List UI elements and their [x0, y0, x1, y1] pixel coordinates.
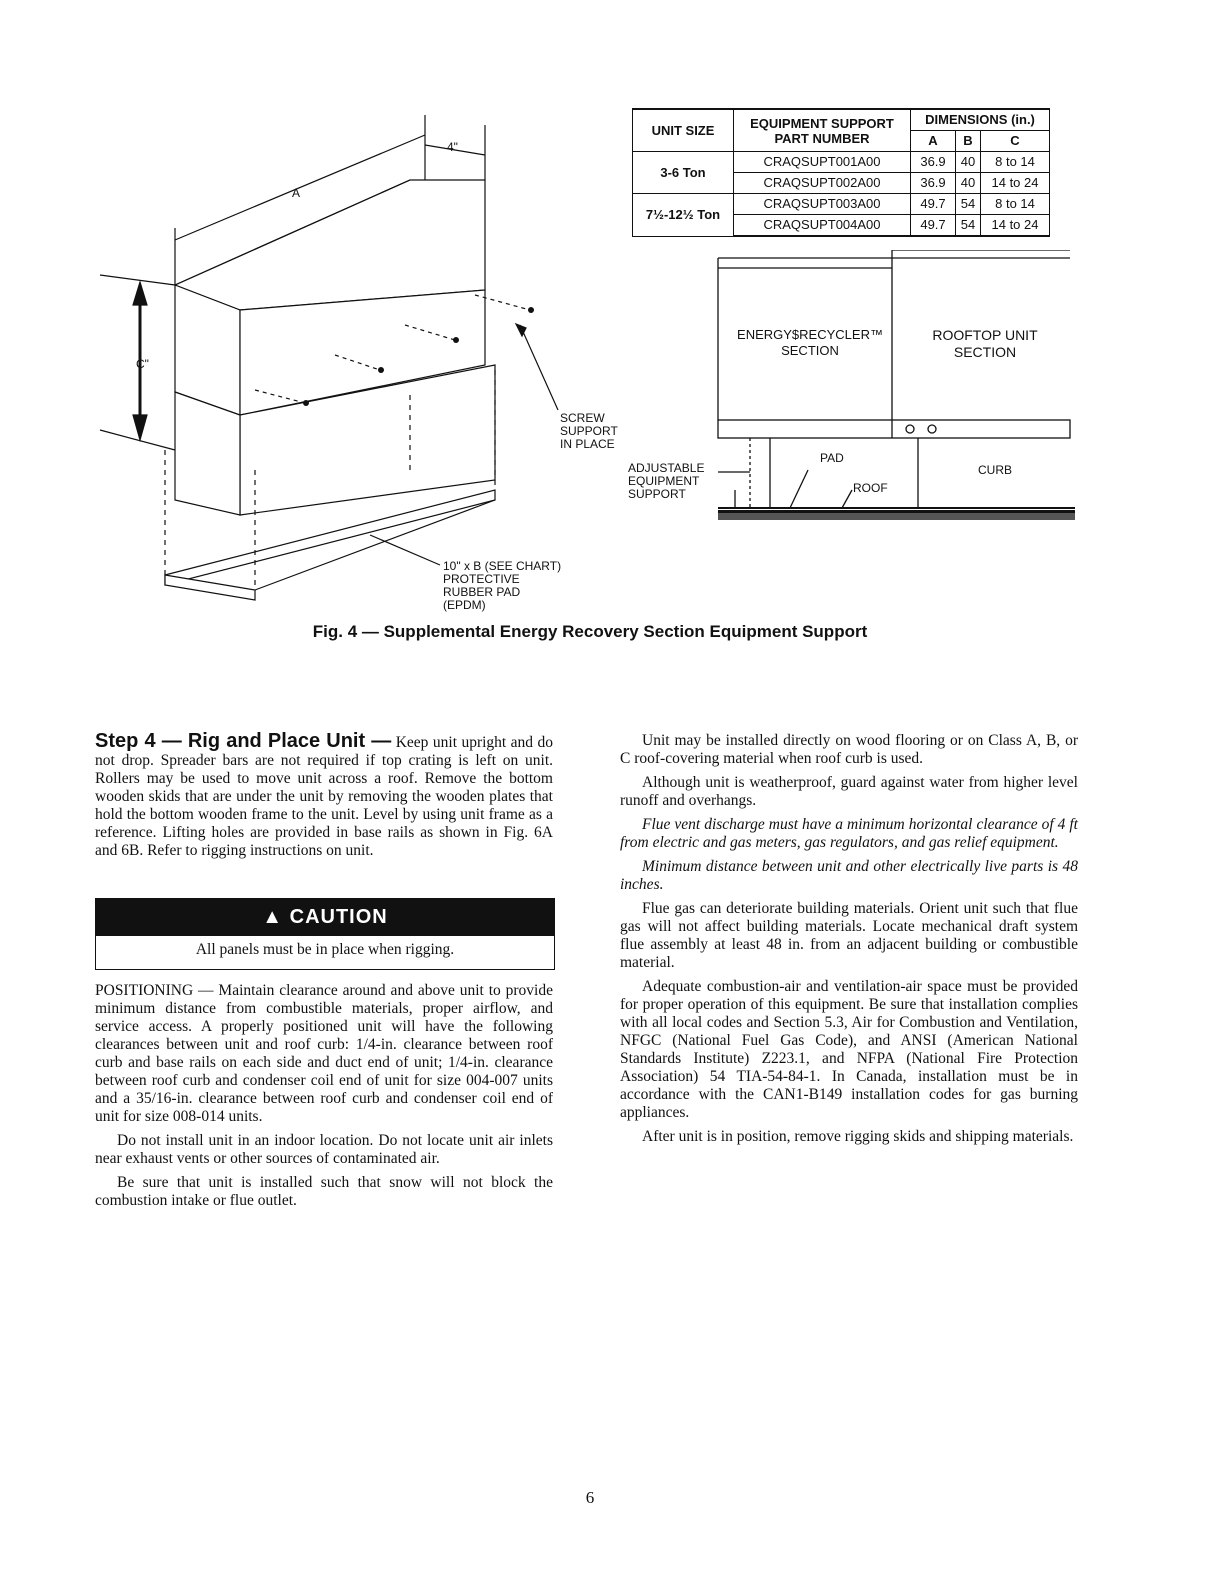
pad-label: PAD [820, 451, 844, 465]
table-row: 3-6 Ton CRAQSUPT001A00 36.9 40 8 to 14 [633, 152, 1050, 173]
left-column-bottom [95, 982, 553, 1216]
dimensions-header: DIMENSIONS (in.) [911, 109, 1050, 131]
pad-label-3: RUBBER PAD [443, 585, 521, 599]
caution-box [95, 898, 555, 970]
box-top-face [175, 180, 485, 310]
equipment-support-drawing [80, 110, 640, 620]
figure-caption: Fig. 4 — Supplemental Energy Recovery Section Equipment Support [312, 622, 868, 641]
right-paragraph-2: Although unit is weatherproof, guard against water from higher level runoff and overhangs. [620, 774, 1078, 809]
page-number: 6 [585, 1488, 595, 1507]
unit-size-header: UNIT SIZE [633, 109, 734, 152]
equipment-support-header: EQUIPMENT SUPPORT PART NUMBER [734, 109, 911, 152]
curb-label: CURB [978, 463, 1013, 477]
caution-title: ▲ CAUTION [96, 899, 554, 936]
warning-icon: ▲ [262, 906, 284, 928]
adjustable-support-label-1: ADJUSTABLE [628, 461, 705, 475]
left-column-top [95, 732, 553, 866]
right-column [620, 732, 1078, 1152]
col-b-header: B [956, 131, 981, 152]
right-paragraph-4: Minimum distance between unit and other electrically live parts is 48 inches. [620, 858, 1078, 893]
right-paragraph-5: Flue gas can deteriorate building materials. Orient unit such that flue gas will not affect building materials. Locate mechanical draft system flue assembly at least 48 in. from an adjacent building or combustible material. [620, 900, 1078, 971]
right-paragraph-7: After unit is in position, remove rigging skids and shipping materials. [642, 1128, 1074, 1145]
positioning-paragraph: POSITIONING — Maintain clearance around and above unit to provide minimum distance from combustible materials, proper airflow, and service access. A properly positioned unit will have the following clearances between unit and roof curb: 1/4-in. clearance between roof curb and base rails on each side and duct end of unit; 1/4-in. clearance between roof curb and condenser coil end of unit for size 004-007 units and a 35/16-in. clearance between roof curb and condenser coil end of unit for size 008-014 units. [95, 982, 553, 1125]
pad-label-4: (EPDM) [443, 598, 486, 612]
snow-paragraph: Be sure that unit is installed such that snow will not block the combustion intake or flue outlet. [95, 1174, 553, 1209]
energy-recycler-label: ENERGY$RECYCLER™ SECTION [737, 327, 883, 358]
table-row: CRAQSUPT004A00 49.7 54 14 to 24 [633, 215, 1050, 237]
pad-label-1: 10" x B (SEE CHART) [443, 559, 562, 573]
step-heading: Step 4 — Rig and Place Unit — [95, 730, 392, 752]
screw-support-label-3: IN PLACE [560, 437, 615, 451]
right-paragraph-3: Flue vent discharge must have a minimum horizontal clearance of 4 ft from electric and gas meters, gas regulators, and gas relief equipment. [620, 816, 1078, 851]
adjustable-support-label-3: SUPPORT [628, 487, 686, 501]
rooftop-unit-label: ROOFTOP UNIT SECTION [932, 327, 1038, 360]
col-c-header: C [981, 131, 1050, 152]
caution-text: All panels must be in place when rigging. [195, 941, 455, 958]
col-a-header: A [911, 131, 956, 152]
step-text: Keep unit upright and do not drop. Spreader bars are not required if top crating is left on unit. Rollers may be used to move unit across a roof. Remove the bottom wooden skids that are under the unit by removing the wooden plates that hold the bottom wooden frame to the unit. Level by using unit frame as a reference. Lifting holes are provided in base rails as shown in Fig. 6A and 6B. Refer to rigging instructions on unit. [95, 734, 553, 859]
screw-support-label-2: SUPPORT [560, 424, 618, 438]
dim-a-label: A [292, 186, 301, 200]
indoor-paragraph: Do not install unit in an indoor location. Do not locate unit air inlets near exhaust vents or other sources of contaminated air. [95, 1132, 553, 1167]
dim-c-label: C" [136, 357, 149, 371]
right-paragraph-6: Adequate combustion-air and ventilation-air space must be provided for proper operation of this equipment. Be sure that installation complies with all local codes and Section 5.3, Air for Combustion and Ventilation, NFGC (National Fuel Gas Code), and ANSI (American National Standards Institute) Z223.1, and NFPA (National Fire Protection Association) 54 TIA-54-84-1. In Canada, installation must be in accordance with the CAN1-B149 installation codes for gas burning appliances. [620, 978, 1078, 1121]
pad-label-2: PROTECTIVE [443, 572, 520, 586]
table-row: 7½-12½ Ton CRAQSUPT003A00 49.7 54 8 to 14 [633, 194, 1050, 215]
dim-4-label: 4" [447, 140, 458, 154]
table-row: CRAQSUPT002A00 36.9 40 14 to 24 [633, 173, 1050, 194]
adjustable-support-label-2: EQUIPMENT [628, 474, 700, 488]
roof-label: ROOF [853, 481, 888, 495]
screw-support-label-1: SCREW [560, 411, 605, 425]
right-paragraph-1: Unit may be installed directly on wood flooring or on Class A, B, or C roof-covering material when roof curb is used. [620, 732, 1078, 767]
dimensions-table [632, 108, 1050, 237]
